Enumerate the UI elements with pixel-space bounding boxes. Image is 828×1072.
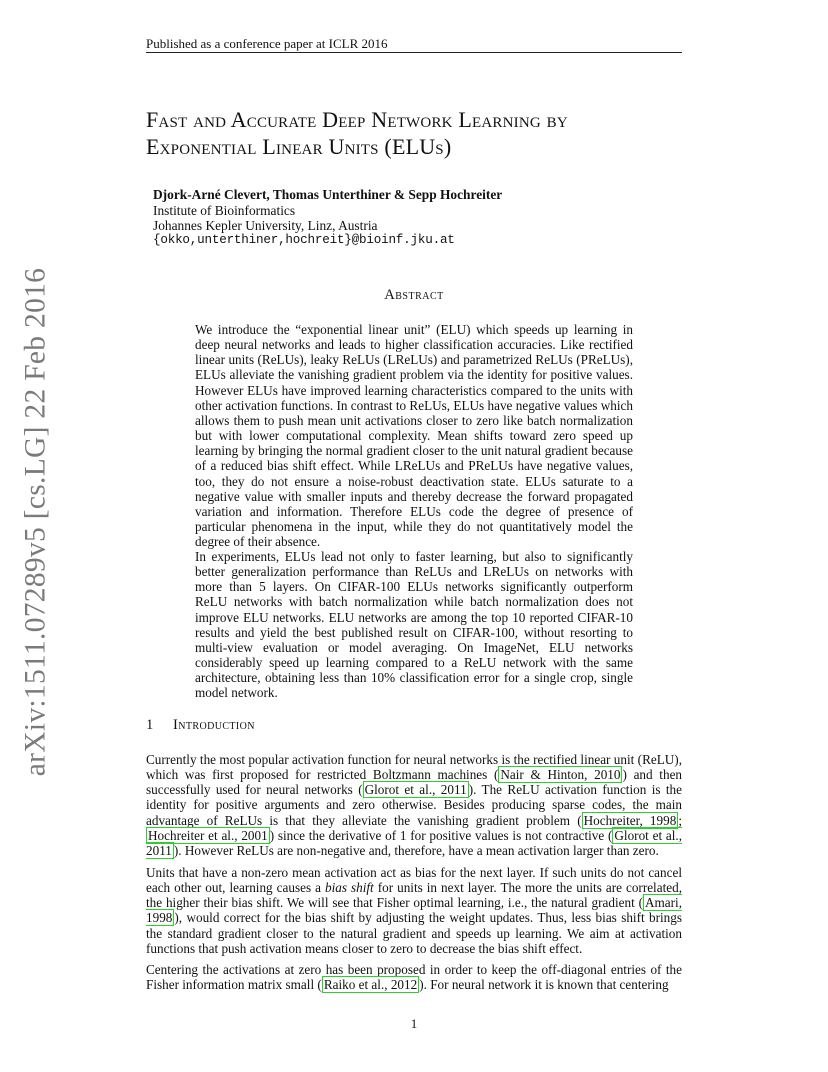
text-run: ). However ReLUs are non-negative and, therefore, have a mean activation larger than zero.	[173, 842, 659, 858]
text-run: Currently the most popular activation function for neural networks is the rectified linear unit (ReLU), which was first proposed for restricted Boltzmann machines (	[146, 752, 682, 783]
intro-paragraph-3	[146, 962, 682, 992]
text-run: ). The ReLU activation function is the identity for positive arguments and zero otherwise. Besides producing sparse codes, the main advantage of ReLUs is that they alleviate the vanishing gradient problem (	[146, 782, 682, 828]
citation-link[interactable]: Hochreiter et al., 2001	[148, 827, 268, 843]
citation-link[interactable]: Glorot et al., 2011	[364, 782, 467, 798]
text-run: ). For neural network it is known that centering	[419, 977, 669, 993]
header-rule	[146, 52, 682, 53]
text-run: ;	[678, 812, 682, 828]
running-header: Published as a conference paper at ICLR 2016	[146, 36, 388, 51]
title-line-1: Fast and Accurate Deep Network Learning by	[146, 107, 568, 132]
emphasis-term: bias shift	[324, 880, 374, 896]
abstract-heading: Abstract	[384, 287, 444, 303]
abstract-paragraph-2: In experiments, ELUs lead not only to faster learning, but also to significantly better generalization performance than ReLUs and LReLUs on networks with more than 5 layers. On CIFAR-100 ELUs networks significantly outperform ReLU networks with batch normalization while batch normalization does not improve ELU networks. ELU networks are among the top 10 reported CIFAR-10 results and yield the best published result on CIFAR-100, without resorting to multi-view evaluation or model averaging. On ImageNet, ELU networks considerably speed up learning compared to a ReLU network with the same architecture, obtaining less than 10% classification error for a single crop, single model network.	[195, 549, 633, 701]
citation-link[interactable]: Raiko et al., 2012	[323, 977, 418, 993]
arxiv-stamp-text: arXiv:1511.07289v5 [cs.LG] 22 Feb 2016	[19, 267, 52, 777]
paper-title	[146, 106, 706, 160]
intro-paragraph-2	[146, 865, 682, 956]
intro-paragraph-1	[146, 752, 682, 858]
section-heading-introduction	[146, 717, 255, 734]
text-run: Centering the activations at zero has been proposed in order to keep the off-diagonal entries of the Fisher information matrix small (	[146, 962, 682, 993]
affiliation-university: Johannes Kepler University, Linz, Austria	[153, 218, 378, 233]
title-line-2: Exponential Linear Units (ELUs)	[146, 134, 452, 159]
text-run: ), would correct for the bias shift by adjusting the weight updates. Thus, less bias shift brings the standard gradient closer to the natural gradient and speeds up learning. We aim at activation functions that push activation means closer to zero to decrease the bias shift effect.	[146, 910, 682, 956]
section-number: 1	[146, 717, 154, 733]
page-number: 1	[410, 1016, 418, 1031]
author-names: Djork-Arné Clevert, Thomas Unterthiner & Sepp Hochreiter	[153, 187, 503, 202]
text-run: for units in next layer. The more the units are correlated, the higher their bias shift. We will see that Fisher optimal learning, i.e., the natural gradient (	[146, 880, 682, 911]
abstract-paragraph-1: We introduce the “exponential linear unit” (ELU) which speeds up learning in deep neural networks and leads to higher classification accuracies. Like rectified linear units (ReLUs), leaky ReLUs (LReLUs) and parametrized ReLUs (PReLUs), ELUs alleviate the vanishing gradient problem via the identity for positive values. However ELUs have improved learning characteristics compared to the units with other activation functions. In contrast to ReLUs, ELUs have negative values which allows them to push mean unit activations closer to zero like batch normalization but with lower computational complexity. Mean shifts toward zero speed up learning by bringing the normal gradient closer to the unit natural gradient because of a reduced bias shift effect. While LReLUs and PReLUs have negative values, too, they do not ensure a noise-robust deactivation state. ELUs saturate to a negative value with smaller inputs and thereby decrease the forward propagated variation and information. Therefore ELUs code the degree of presence of particular phenomena in the input, while they do not quantitatively model the degree of their absence.	[195, 322, 633, 550]
affiliation-institute: Institute of Bioinformatics	[153, 203, 296, 218]
author-emails: {okko,unterthiner,hochreit}@bioinf.jku.at	[153, 233, 455, 247]
text-run: ) and then successfully used for neural networks (	[146, 767, 683, 798]
citation-link[interactable]: Hochreiter, 1998	[583, 812, 677, 828]
citation-link[interactable]: Glorot et al., 2011	[146, 827, 683, 858]
text-run: ) since the derivative of 1 for positive values is not contractive (	[269, 827, 613, 843]
text-run: Units that have a non-zero mean activation act as bias for the next layer. If such units do not cancel each other out, learning causes a	[146, 865, 682, 896]
citation-link[interactable]: Amari, 1998	[146, 895, 682, 926]
citation-link[interactable]: Nair & Hinton, 2010	[500, 767, 621, 783]
section-title: Introduction	[173, 717, 255, 733]
